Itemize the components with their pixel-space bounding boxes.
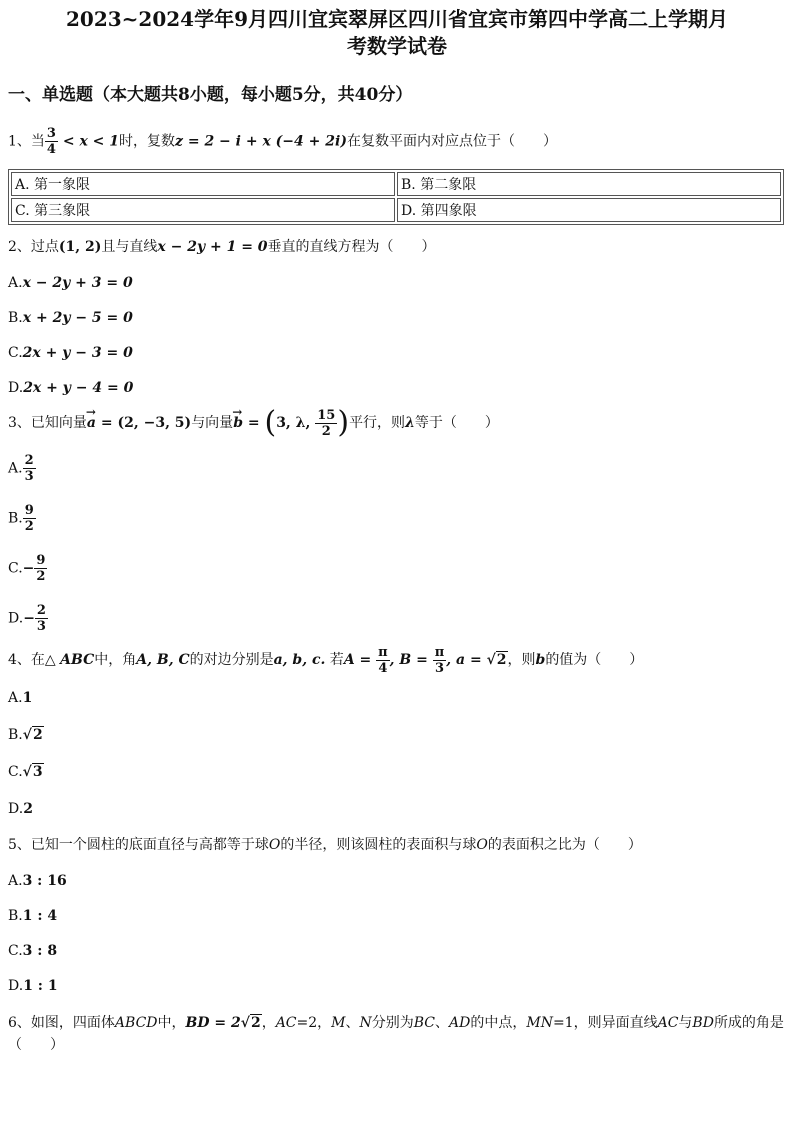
q4-sqrt-radicand: 2 <box>496 652 507 668</box>
q2-math-2: x − 2y + 1 = 0 <box>157 239 268 255</box>
q3-option-a[interactable] <box>8 453 786 484</box>
q3-option-d-sign: − <box>23 610 35 627</box>
q1-options-table <box>8 169 784 225</box>
q4-text-5: ，则 <box>507 652 536 668</box>
q6-text-4: =2， <box>296 1015 332 1031</box>
q6-sqrt <box>241 1014 262 1031</box>
q2-option-a-label: A. <box>8 275 23 291</box>
q3-option-d-den: 3 <box>36 619 46 634</box>
q2-option-b-math: x + 2y − 5 = 0 <box>22 310 133 326</box>
q3-number: 3、 <box>8 415 31 431</box>
q5-option-c-math: 3 : 8 <box>22 943 58 959</box>
q3-fraction <box>315 408 337 439</box>
q4-text-6: 的值为（ ） <box>545 652 644 668</box>
q3-option-b[interactable] <box>8 503 786 534</box>
q3-option-c-frac <box>34 553 47 584</box>
q6-math-5: N <box>359 1015 372 1031</box>
q3-math-1: = (2, −3, 5) <box>96 415 192 431</box>
q4-math-7: b <box>535 652 546 668</box>
q4-text-4: 若 <box>325 652 344 668</box>
q6-math-2: BD = 2 <box>185 1015 241 1031</box>
q2-option-c-math: 2x + y − 3 = 0 <box>22 345 133 361</box>
q4-option-b[interactable] <box>8 725 786 745</box>
q4-option-a[interactable] <box>8 688 786 708</box>
q1-option-c-text: 第三象限 <box>34 203 91 219</box>
q3-text-3: 平行，则 <box>349 415 406 431</box>
q1-option-d-text: 第四象限 <box>420 203 477 219</box>
q5-option-a[interactable] <box>8 871 786 891</box>
q6-text-10: 与 <box>678 1015 693 1031</box>
q1-math-2: z = 2 − i + x (−4 + 2i) <box>175 133 347 150</box>
q5-option-d[interactable] <box>8 976 786 996</box>
q4-option-b-sqrt-symbol: √ <box>22 727 32 743</box>
q3-math-3: 3, λ, <box>276 415 316 431</box>
q1-option-d-label: D <box>401 203 412 219</box>
q3-option-d-num: 2 <box>36 603 46 618</box>
q4-option-c-sqrt <box>23 763 44 780</box>
q4-option-c-sqrt-symbol: √ <box>22 764 32 780</box>
q5-number: 5、 <box>8 837 31 853</box>
q1-option-d[interactable]: D. 第四象限 <box>397 198 781 222</box>
q3-option-d[interactable] <box>8 603 786 634</box>
q5-option-c[interactable] <box>8 941 786 961</box>
q3-math-4: λ <box>405 415 415 431</box>
q2-option-b-label: B. <box>8 310 23 326</box>
q2-math-1: (1, 2) <box>58 239 102 255</box>
q4-option-d-label: D. <box>8 801 24 817</box>
q2-option-d-math: 2x + y − 4 = 0 <box>23 380 134 396</box>
section-heading-single-choice: 一、单选题（本大题共8小题，每小题5分，共40分） <box>8 85 413 105</box>
q3-text-1: 已知向量 <box>30 415 87 431</box>
q4-math-4: A = <box>343 652 377 668</box>
q4-option-a-label: A. <box>8 690 23 706</box>
q3-option-b-label: B. <box>8 510 23 527</box>
q5-text-1: 已知一个圆柱的底面直径与高都等于球 <box>30 837 269 853</box>
q1-option-b-label: B <box>401 177 412 193</box>
q6-text-2: 中， <box>157 1015 186 1031</box>
q1-fraction <box>45 126 58 157</box>
q4-option-a-value: 1 <box>22 690 33 706</box>
q1-frac-num: 3 <box>46 126 56 141</box>
q3-option-d-label: D. <box>8 610 24 627</box>
q1-option-a-text: 第一象限 <box>34 177 91 193</box>
q6-math-8: MN <box>526 1015 553 1031</box>
q1-option-a-label: A <box>15 177 26 193</box>
q3-text-2: 与向量 <box>191 415 234 431</box>
q3-vector-b: → b <box>233 407 243 439</box>
q1-math-1: < x < 1 <box>57 133 120 150</box>
q1-text-2: 时，复数 <box>119 133 176 150</box>
q1-frac-den: 4 <box>46 142 56 157</box>
q4-math-6: , a = <box>446 652 487 668</box>
q6-math-3: AC <box>275 1015 297 1031</box>
q3-option-c-sign: − <box>22 560 35 577</box>
q6-text-6: 分别为 <box>371 1015 414 1031</box>
q6-text-3: ， <box>261 1015 276 1031</box>
q5-option-d-math: 1 : 1 <box>23 978 58 994</box>
q2-option-d-label: D. <box>8 380 24 396</box>
q4-frac1-num: π <box>378 644 388 660</box>
q3-option-a-num: 2 <box>24 453 34 468</box>
q2-text-2: 且与直线 <box>101 239 158 255</box>
q3-frac-den: 2 <box>321 423 331 439</box>
q4-math-2: A, B, C <box>136 652 190 668</box>
question-2 <box>8 237 786 257</box>
question-6 <box>8 1012 784 1056</box>
question-1 <box>8 126 786 157</box>
q3-math-2: = <box>242 415 265 431</box>
q4-text-3: 的对边分别是 <box>189 652 274 668</box>
q4-sqrt-symbol: √ <box>486 652 496 668</box>
q2-option-d[interactable] <box>8 378 786 398</box>
q4-frac2-den: 3 <box>434 660 445 676</box>
q4-text-1: 在△ <box>30 652 61 668</box>
q2-option-c[interactable] <box>8 343 786 363</box>
q3-frac-num: 15 <box>317 407 336 423</box>
q3-paren-open: ( <box>264 405 277 440</box>
q4-math-1: ABC <box>60 652 95 668</box>
q6-sqrt-radicand: 2 <box>250 1015 261 1031</box>
q6-math-6: BC <box>413 1015 436 1031</box>
q3-vector-a: → a <box>87 407 96 439</box>
q5-math-2: O <box>476 837 488 853</box>
q6-text-5: 、 <box>345 1015 360 1031</box>
q3-option-a-label: A. <box>8 460 23 477</box>
q6-text-9: =1，则异面直线 <box>552 1015 658 1031</box>
q3-option-c[interactable] <box>8 553 786 584</box>
q2-text-3: 垂直的直线方程为（ ） <box>267 239 436 255</box>
q2-text-1: 过点 <box>30 239 59 255</box>
q1-option-b-text: 第二象限 <box>420 177 477 193</box>
q5-option-a-math: 3 : 16 <box>22 873 67 889</box>
q1-option-c[interactable]: C. 第三象限 <box>11 198 395 222</box>
q3-option-b-frac <box>23 503 36 534</box>
q4-option-d[interactable] <box>8 799 786 819</box>
q1-text-1: 当 <box>30 133 45 150</box>
q4-sqrt <box>487 651 508 668</box>
q4-math-3: a, b, c. <box>273 652 326 668</box>
q3-option-c-label: C. <box>8 560 23 577</box>
q3-option-a-frac <box>23 453 36 484</box>
q1-option-a[interactable]: A. 第一象限 <box>11 172 395 196</box>
q4-frac1-den: 4 <box>378 660 388 676</box>
q1-option-b[interactable]: B. 第二象限 <box>397 172 781 196</box>
q3-option-d-frac <box>35 603 48 634</box>
q6-math-9: AC <box>657 1015 679 1031</box>
title-line-2: 考数学试卷 <box>347 34 447 58</box>
q3-option-a-den: 3 <box>24 469 34 484</box>
q2-option-b[interactable] <box>8 308 786 328</box>
q5-option-b[interactable] <box>8 906 786 926</box>
q5-option-c-label: C. <box>8 943 23 959</box>
q2-option-a[interactable] <box>8 273 786 293</box>
question-4 <box>8 644 786 676</box>
q6-math-7: AD <box>449 1015 471 1031</box>
q5-option-a-label: A. <box>8 873 23 889</box>
q1-text-3: 在复数平面内对应点位于（ ） <box>346 133 557 150</box>
q3-paren-close: ) <box>337 405 350 440</box>
q5-text-3: 的表面积之比为（ ） <box>487 837 642 853</box>
q6-number: 6、 <box>8 1015 31 1031</box>
q6-math-4: M <box>331 1015 346 1031</box>
q4-option-b-sqrt <box>23 726 44 743</box>
q4-fraction-1 <box>376 645 390 676</box>
q6-text-1: 如图，四面体 <box>30 1015 115 1031</box>
q5-option-b-math: 1 : 4 <box>22 908 58 924</box>
q4-option-b-radicand: 2 <box>32 727 43 743</box>
exam-title <box>8 6 786 60</box>
q4-option-d-value: 2 <box>23 801 33 817</box>
q4-frac2-num: π <box>434 644 445 660</box>
q5-math-1: O <box>268 837 281 853</box>
q3-option-c-den: 2 <box>36 569 46 584</box>
q6-math-10: BD <box>692 1015 714 1031</box>
title-line-1: 2023~2024学年9月四川宜宾翠屏区四川省宜宾市第四中学高二上学期月 <box>65 7 728 31</box>
q3-option-c-num: 9 <box>36 553 46 568</box>
q2-option-a-math: x − 2y + 3 = 0 <box>22 275 133 291</box>
q4-number: 4、 <box>8 652 31 668</box>
q6-text-7: 、 <box>435 1015 450 1031</box>
q4-option-c-label: C. <box>8 764 23 780</box>
q6-text-8: 的中点， <box>470 1015 527 1031</box>
q1-number: 1、 <box>8 133 31 150</box>
q5-option-d-label: D. <box>8 978 24 994</box>
q6-sqrt-symbol: √ <box>240 1015 250 1031</box>
q5-option-b-label: B. <box>8 908 23 924</box>
question-3 <box>8 407 786 439</box>
q4-math-5: , B = <box>389 652 433 668</box>
q4-text-2: 中，角 <box>94 652 137 668</box>
q2-option-c-label: C. <box>8 345 23 361</box>
q4-fraction-2 <box>433 645 447 676</box>
q6-text-11: 所成的角是（ ） <box>8 1015 784 1053</box>
q3-option-b-num: 9 <box>24 503 34 518</box>
q4-option-b-label: B. <box>8 727 23 743</box>
q6-math-1: ABCD <box>114 1015 158 1031</box>
q4-option-c[interactable] <box>8 762 786 782</box>
q4-option-c-radicand: 3 <box>32 764 43 780</box>
q3-option-b-den: 2 <box>24 519 34 534</box>
question-5 <box>8 835 786 855</box>
q2-number: 2、 <box>8 239 31 255</box>
q1-option-c-label: C <box>15 203 26 219</box>
q3-text-4: 等于（ ） <box>414 415 499 431</box>
q5-text-2: 的半径，则该圆柱的表面积与球 <box>280 837 477 853</box>
